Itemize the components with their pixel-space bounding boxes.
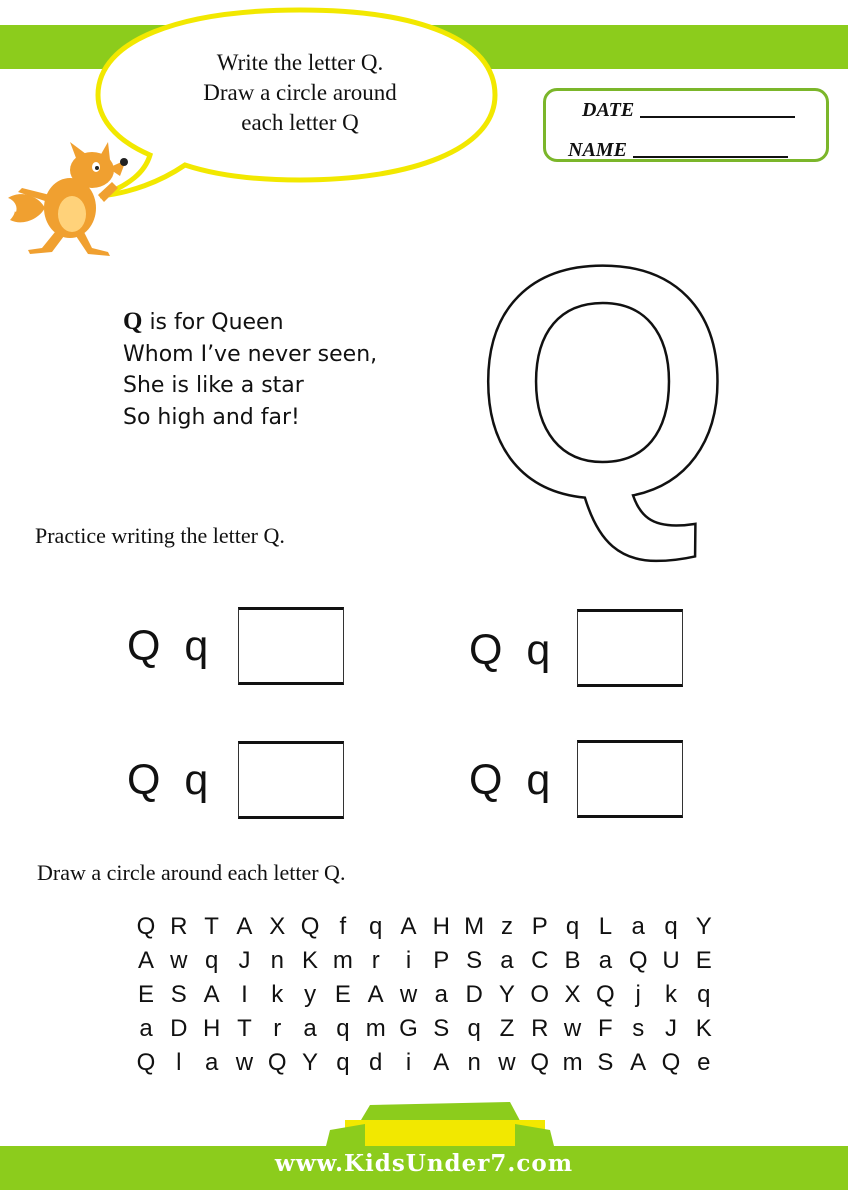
grid-letter[interactable]: A bbox=[433, 1049, 450, 1076]
name-label: NAME bbox=[568, 139, 627, 161]
date-line[interactable] bbox=[640, 116, 795, 118]
grid-letter[interactable]: S bbox=[597, 1049, 614, 1076]
grid-letter[interactable]: A bbox=[400, 913, 417, 940]
grid-letter[interactable]: X bbox=[564, 981, 581, 1008]
grid-letter[interactable]: O bbox=[530, 981, 550, 1008]
grid-letter[interactable]: U bbox=[662, 947, 680, 974]
grid-letter[interactable]: E bbox=[695, 947, 712, 974]
practice-box-1[interactable] bbox=[238, 607, 344, 685]
grid-letter[interactable]: Q bbox=[628, 947, 648, 974]
grid-letter[interactable]: a bbox=[598, 947, 613, 974]
practice-pair-2: Q q bbox=[469, 626, 557, 674]
grid-letter[interactable]: s bbox=[632, 1015, 645, 1042]
grid-letter[interactable]: r bbox=[273, 1015, 282, 1042]
grid-letter[interactable]: f bbox=[339, 913, 347, 940]
name-row bbox=[568, 139, 788, 162]
grid-letter[interactable]: q bbox=[565, 913, 580, 940]
grid-letter[interactable]: G bbox=[399, 1015, 418, 1042]
grid-letter[interactable]: P bbox=[433, 947, 450, 974]
name-line[interactable] bbox=[633, 156, 788, 158]
grid-letter[interactable]: r bbox=[371, 947, 380, 974]
grid-letter[interactable]: w bbox=[235, 1049, 254, 1076]
grid-letter[interactable]: I bbox=[241, 981, 248, 1008]
grid-letter[interactable]: d bbox=[369, 1049, 383, 1076]
practice-pair-4: Q q bbox=[469, 756, 557, 804]
grid-letter[interactable]: E bbox=[137, 981, 154, 1008]
instruction-line-3: each letter Q bbox=[241, 110, 359, 135]
grid-letter[interactable]: a bbox=[631, 913, 645, 940]
grid-letter[interactable]: A bbox=[203, 981, 220, 1008]
practice-box-3[interactable] bbox=[238, 741, 344, 819]
letter-grid-row bbox=[136, 1014, 714, 1048]
grid-letter[interactable]: Q bbox=[136, 913, 156, 940]
grid-letter[interactable]: B bbox=[564, 947, 581, 974]
grid-letter[interactable]: A bbox=[236, 913, 253, 940]
letter-grid-row bbox=[136, 1048, 714, 1082]
grid-letter[interactable]: A bbox=[367, 981, 384, 1008]
grid-letter[interactable]: l bbox=[176, 1049, 182, 1076]
letter-grid-row bbox=[136, 946, 714, 980]
grid-letter[interactable]: D bbox=[170, 1015, 188, 1042]
grid-letter[interactable]: Q bbox=[267, 1049, 287, 1076]
grid-letter[interactable]: n bbox=[270, 947, 284, 974]
letter-grid bbox=[136, 912, 714, 1082]
grid-letter[interactable]: q bbox=[336, 1049, 350, 1076]
grid-letter[interactable]: S bbox=[170, 981, 187, 1008]
grid-letter[interactable]: q bbox=[697, 981, 711, 1008]
grid-letter[interactable]: A bbox=[630, 1049, 647, 1076]
grid-letter[interactable]: R bbox=[531, 1015, 549, 1042]
grid-letter[interactable]: Y bbox=[302, 1049, 319, 1076]
grid-letter[interactable]: H bbox=[202, 1015, 221, 1042]
grid-letter[interactable]: k bbox=[665, 981, 677, 1008]
grid-letter[interactable]: D bbox=[465, 981, 483, 1008]
grid-letter[interactable]: J bbox=[238, 947, 251, 974]
practice-box-2[interactable] bbox=[577, 609, 683, 687]
grid-letter[interactable]: y bbox=[304, 981, 317, 1008]
practice-pair-3: Q q bbox=[127, 756, 215, 804]
grid-letter[interactable]: S bbox=[433, 1015, 450, 1042]
circle-heading: Draw a circle around each letter Q. bbox=[37, 860, 346, 885]
poem-letter: Q bbox=[123, 308, 143, 335]
instruction-text bbox=[150, 48, 450, 138]
instruction-line-2: Draw a circle around bbox=[203, 80, 397, 105]
grid-letter[interactable]: w bbox=[170, 947, 188, 974]
poem-line-4: So high and far! bbox=[123, 404, 300, 430]
grid-letter[interactable]: q bbox=[336, 1015, 350, 1042]
grid-letter[interactable]: m bbox=[332, 947, 353, 974]
grid-letter[interactable]: a bbox=[434, 981, 448, 1008]
grid-letter[interactable]: Y bbox=[695, 913, 712, 940]
grid-letter[interactable]: K bbox=[302, 947, 319, 974]
grid-letter[interactable]: n bbox=[467, 1049, 481, 1076]
poem-line-1-text: is for Queen bbox=[142, 310, 284, 335]
poem-line-3: She is like a star bbox=[123, 373, 304, 398]
grid-letter[interactable]: w bbox=[498, 1049, 516, 1076]
grid-letter[interactable]: Z bbox=[499, 1015, 515, 1042]
grid-letter[interactable]: R bbox=[170, 913, 188, 940]
grid-letter[interactable]: M bbox=[464, 913, 485, 940]
grid-letter[interactable]: e bbox=[697, 1049, 711, 1076]
grid-letter[interactable]: Y bbox=[498, 981, 515, 1008]
grid-letter[interactable]: a bbox=[303, 1015, 317, 1042]
grid-letter[interactable]: q bbox=[204, 947, 219, 974]
poem-line-2: Whom I’ve never seen, bbox=[123, 341, 378, 367]
grid-letter[interactable]: H bbox=[432, 913, 450, 940]
date-name-box bbox=[543, 88, 829, 162]
grid-letter[interactable]: m bbox=[562, 1049, 583, 1076]
grid-letter[interactable]: J bbox=[665, 1015, 677, 1042]
grid-letter[interactable]: A bbox=[137, 947, 154, 974]
big-outline-letter-q bbox=[474, 197, 732, 566]
fox-mascot-icon bbox=[0, 140, 150, 260]
practice-pair-1: Q q bbox=[127, 622, 215, 670]
grid-letter[interactable]: q bbox=[369, 913, 383, 940]
grid-letter[interactable]: a bbox=[204, 1049, 219, 1076]
grid-letter[interactable]: Q bbox=[136, 1049, 156, 1076]
grid-letter[interactable]: P bbox=[531, 913, 548, 940]
grid-letter[interactable]: L bbox=[598, 913, 613, 940]
letter-grid-row bbox=[136, 912, 714, 946]
grid-letter[interactable]: q bbox=[467, 1015, 481, 1042]
grid-letter[interactable]: i bbox=[405, 947, 412, 974]
date-label: DATE bbox=[582, 99, 635, 121]
grid-letter[interactable]: Q bbox=[530, 1049, 550, 1076]
letter-grid-row bbox=[136, 980, 714, 1014]
grid-letter[interactable]: m bbox=[365, 1015, 386, 1042]
grid-letter[interactable]: Q bbox=[596, 981, 615, 1008]
footer-url[interactable]: www.KidsUnder7.com bbox=[274, 1150, 574, 1177]
grid-letter[interactable]: Q bbox=[300, 913, 320, 940]
grid-letter[interactable]: z bbox=[500, 913, 513, 940]
grid-letter[interactable]: K bbox=[695, 1015, 712, 1042]
grid-letter[interactable]: C bbox=[531, 947, 549, 974]
grid-letter[interactable]: S bbox=[466, 947, 483, 974]
footer-decoration bbox=[325, 1100, 555, 1150]
poem bbox=[123, 306, 377, 433]
grid-letter[interactable]: w bbox=[399, 981, 418, 1008]
practice-heading: Practice writing the letter Q. bbox=[35, 523, 285, 548]
grid-letter[interactable]: Q bbox=[661, 1049, 681, 1076]
grid-letter[interactable]: F bbox=[598, 1015, 613, 1042]
poem-line-1 bbox=[123, 306, 377, 339]
big-letter-text: Q bbox=[474, 197, 732, 566]
grid-letter[interactable]: q bbox=[664, 913, 678, 940]
instruction-line-1: Write the letter Q. bbox=[216, 50, 384, 75]
grid-letter[interactable]: T bbox=[237, 1015, 252, 1042]
grid-letter[interactable]: a bbox=[139, 1015, 153, 1042]
grid-letter[interactable]: E bbox=[334, 981, 351, 1008]
practice-box-4[interactable] bbox=[577, 740, 683, 818]
grid-letter[interactable]: a bbox=[500, 947, 514, 974]
grid-letter[interactable]: w bbox=[563, 1015, 582, 1042]
grid-letter[interactable]: i bbox=[405, 1049, 412, 1076]
grid-letter[interactable]: T bbox=[204, 913, 219, 940]
grid-letter[interactable]: k bbox=[271, 981, 284, 1008]
grid-letter[interactable]: j bbox=[635, 981, 641, 1008]
grid-letter[interactable]: X bbox=[269, 913, 286, 940]
date-row bbox=[582, 99, 795, 122]
